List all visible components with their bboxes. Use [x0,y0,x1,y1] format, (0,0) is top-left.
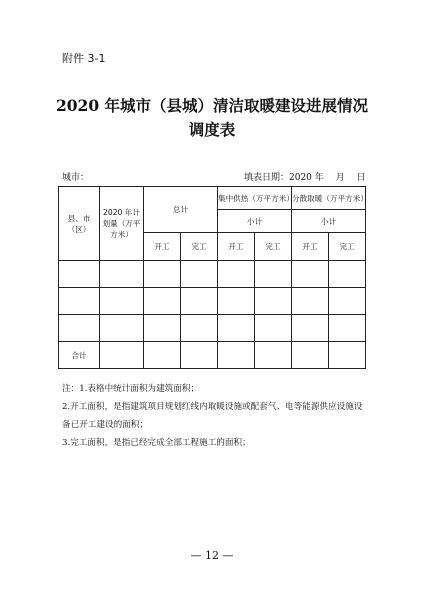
table-cell [144,288,181,315]
table-row [59,288,366,315]
table-cell [144,342,181,369]
table-cell [181,288,218,315]
table-cell [100,342,144,369]
table-cell [59,315,100,342]
table-cell [218,342,255,369]
table-cell [292,342,329,369]
page-number: — 12 — [190,549,234,562]
total-row-label: 合计 [59,342,100,369]
table-cell [255,315,292,342]
header-total-completed: 完工 [181,233,218,261]
table-cell [255,342,292,369]
footnote-2: 2.开工面积，是指建筑项目规划红线内取暖设施或配套气、电等能源供应设施设备已开工建设的面积； [62,402,363,430]
header-central-completed: 完工 [255,233,292,261]
header-central-heating: 集中供热（万平方米） [218,187,292,210]
fill-date-label: 填表日期：2020 年 月 日 [244,173,366,183]
table-cell [255,288,292,315]
total-row [59,342,366,369]
table-cell [59,261,100,288]
footnote-1: 注：1.表格中统计面积为建筑面积； [62,384,200,394]
table-cell [144,315,181,342]
annex-label: 附件 3-1 [62,52,106,65]
table-cell [255,261,292,288]
header-distributed-heating: 分散取暖（万平方米） [292,187,366,210]
header-distributed-completed: 完工 [329,233,366,261]
table-cell [100,315,144,342]
header-total-started: 开工 [144,233,181,261]
table-cell [329,342,366,369]
table-cell [181,315,218,342]
table-cell [181,261,218,288]
table-cell [100,288,144,315]
header-distributed-started: 开工 [292,233,329,261]
table-cell [329,315,366,342]
progress-table [58,186,366,369]
city-label: 城市： [62,173,90,183]
header-region: 县、市（区） [59,187,100,261]
footnotes [62,380,366,452]
table-cell [218,261,255,288]
header-central-started: 开工 [218,233,255,261]
table-cell [59,288,100,315]
table-cell [292,288,329,315]
header-central-subtotal: 小计 [218,210,292,233]
document-title: 2020 年城市（县城）清洁取暖建设进展情况 [55,96,369,115]
table-cell [181,342,218,369]
table-cell [292,261,329,288]
table-cell [329,288,366,315]
header-plan: 2020 年计划量（万平方米） [100,187,144,261]
table-row [59,261,366,288]
table-cell [218,315,255,342]
footnote-3: 3.完工面积，是指已经完成全部工程施工的面积； [62,438,251,448]
table-cell [100,261,144,288]
header-total: 总计 [144,187,218,233]
table-cell [144,261,181,288]
table-row [59,315,366,342]
header-distributed-subtotal: 小计 [292,210,366,233]
table-cell [218,288,255,315]
document-title-line2: 调度表 [188,120,236,139]
table-cell [292,315,329,342]
table-cell [329,261,366,288]
